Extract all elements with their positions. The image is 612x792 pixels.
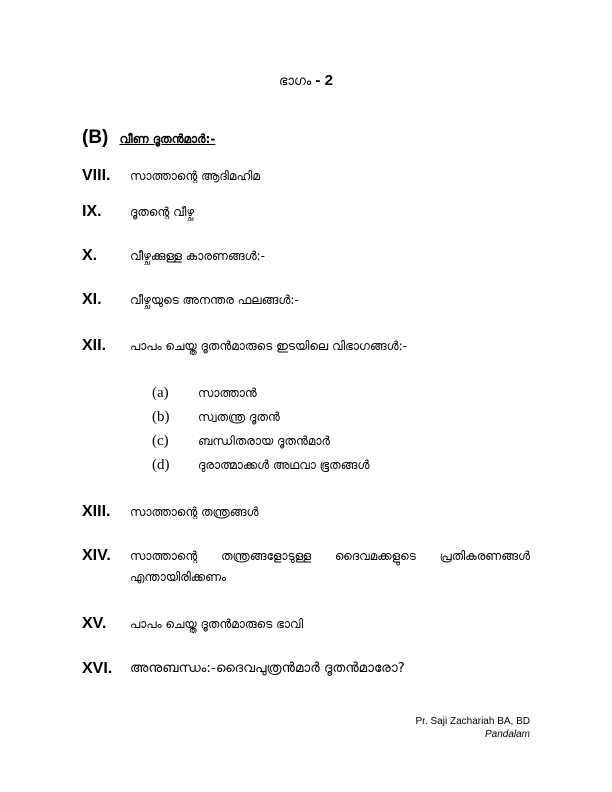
outline-text: സാത്താന്റെ തന്ത്രങ്ങൾ [130, 505, 259, 519]
outline-text: വീഴ്ചയുടെ അനന്തര ഫലങ്ങൾ:- [130, 293, 299, 307]
outline-roman: XV. [82, 615, 107, 632]
outline-roman: XVI. [82, 660, 113, 677]
section-title: വീണ ദൂതൻമാർ:- [119, 132, 216, 146]
outline-roman: XIV. [82, 547, 111, 564]
outline-text: സാത്താന്റെ തന്ത്രങ്ങളോടുള്ള ദൈവമക്കളുടെ പ്രതികരണങ്ങൾ എന്തായിരിക്കണം [130, 549, 530, 584]
outline-roman: XII. [82, 337, 107, 354]
sub-label: (b) [152, 409, 170, 425]
footer-signature [416, 715, 531, 741]
outline-text: അനുബന്ധം:-ദൈവപുത്രൻമാർ ദൂതൻമാരോ? [130, 660, 405, 676]
footer-place: Pandalam [484, 729, 530, 740]
sub-text: ദുരാത്മാക്കൾ അഥവാ ഭൂതങ്ങൾ [198, 458, 370, 472]
sub-label: (d) [152, 457, 170, 473]
sub-text: സാത്താൻ [198, 386, 257, 400]
outline-text: ദൂതന്റെ വീഴ്ച [130, 205, 195, 219]
sub-text: ബന്ധിതരായ ദൂതൻമാർ [198, 434, 330, 448]
sub-label: (c) [152, 433, 169, 449]
outline-text: പാപം ചെയ്ത ദൂതൻമാരുടെ ഇടയിലെ വിഭാഗങ്ങൾ:- [130, 339, 408, 353]
footer-author: Pr. Saji Zachariah BA, BD [415, 716, 530, 727]
outline-roman: XI. [82, 291, 102, 308]
outline-roman: XIII. [82, 503, 111, 520]
page-title-word: ഭാഗം [279, 74, 312, 89]
outline-roman: VIII. [82, 167, 111, 184]
sub-text: സ്വതന്ത്ര ദൂതൻ [198, 410, 280, 424]
outline-text: പാപം ചെയ്ത ദൂതൻമാരുടെ ഭാവി [130, 617, 304, 631]
page-title-number: - 2 [315, 72, 333, 89]
section-letter: (B) [82, 127, 109, 148]
outline-text: സാത്താന്റെ ആദിമഹിമ [130, 169, 260, 183]
outline-roman: IX. [82, 203, 102, 220]
section-heading [82, 127, 215, 149]
page-title [0, 72, 612, 89]
outline-text: വീഴ്ചക്കുള്ള കാരണങ്ങൾ:- [130, 249, 265, 263]
sub-label: (a) [152, 385, 169, 401]
outline-roman: X. [82, 247, 98, 264]
